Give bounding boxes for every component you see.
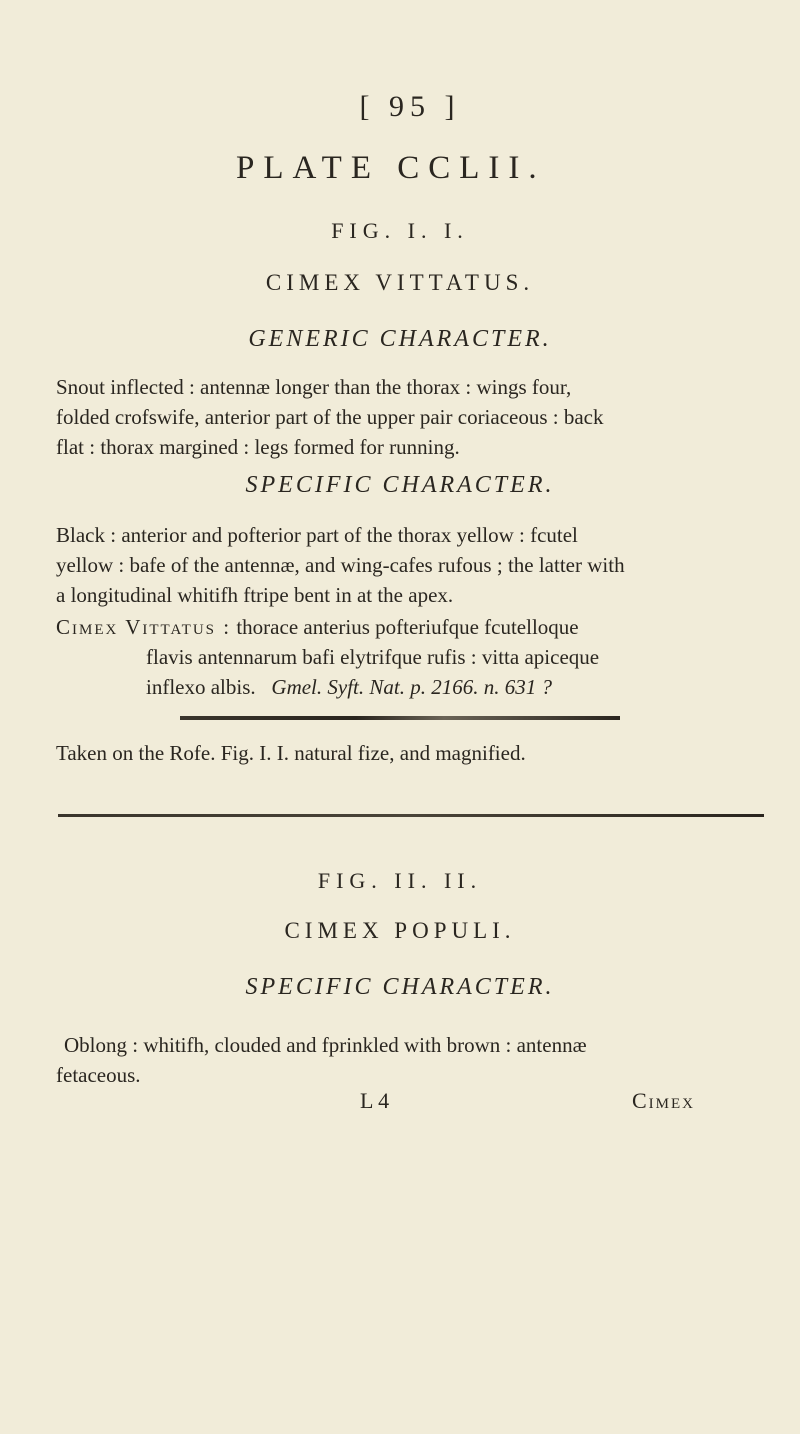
specific-line-3: a longitudinal whitifh ftripe bent in at the apex. xyxy=(56,583,454,607)
taken-note-text: Taken on the Rofe. Fig. I. I. natural fize, and magnified. xyxy=(56,741,526,765)
latin-reference-n: n. xyxy=(483,675,500,699)
fig1-label: FIG. I. I. xyxy=(331,218,469,243)
fig2-specific-paragraph xyxy=(56,1030,752,1090)
generic-line-1: Snout inflected : antennæ longer than the thorax : wings four, xyxy=(56,375,572,399)
latin-line-3-text: inflexo albis. xyxy=(146,675,256,699)
generic-line-2: folded crofswife, anterior part of the upper pair coriaceous : back xyxy=(56,405,604,429)
specific-line-1: Black : anterior and pofterior part of the thorax yellow : fcutel xyxy=(56,523,578,547)
fig1-species-name: CIMEX VITTATUS. xyxy=(265,270,535,295)
latin-reference-number: 631 ? xyxy=(504,675,552,699)
latin-reference-page: 2166. xyxy=(431,675,479,699)
latin-line-2: flavis antennarum bafi elytrifque rufis : vitta apiceque xyxy=(146,645,600,669)
latin-line-3 xyxy=(56,672,756,702)
fig2-specific-line-1: Oblong : whitifh, clouded and fprinkled with brown : antennæ xyxy=(64,1033,587,1057)
fig1-latin-description xyxy=(56,612,756,702)
fig2-species-name: CIMEX POPULI. xyxy=(284,918,516,943)
signature-mark: L 4 xyxy=(360,1088,390,1113)
plate-title: PLATE CCLII. xyxy=(236,150,546,186)
fig1-taken-note xyxy=(56,738,752,768)
catchword: Cimex xyxy=(632,1088,696,1113)
page-number: [ 95 ] xyxy=(359,90,461,123)
latin-line-1: thorace anterius pofteriufque fcutelloque xyxy=(236,615,579,639)
fig2-specific-line-2: fetaceous. xyxy=(56,1063,141,1087)
fig1-specific-paragraph xyxy=(56,520,752,610)
generic-line-3: flat : thorax margined : legs formed for running. xyxy=(56,435,460,459)
latin-species-name: Cimex Vittatus : xyxy=(56,615,232,639)
fig2-specific-heading: SPECIFIC CHARACTER. xyxy=(245,974,555,1000)
fig1-specific-heading: SPECIFIC CHARACTER. xyxy=(245,472,555,498)
latin-reference: Gmel. Syft. Nat. p. xyxy=(271,675,426,699)
fig1-generic-heading: GENERIC CHARACTER. xyxy=(248,326,552,352)
fig1-generic-paragraph xyxy=(56,372,752,462)
section-rule-short xyxy=(180,716,620,720)
section-rule-long xyxy=(58,814,764,817)
specific-line-2: yellow : bafe of the antennæ, and wing-cafes rufous ; the latter with xyxy=(56,553,625,577)
fig2-label: FIG. II. II. xyxy=(317,868,483,893)
